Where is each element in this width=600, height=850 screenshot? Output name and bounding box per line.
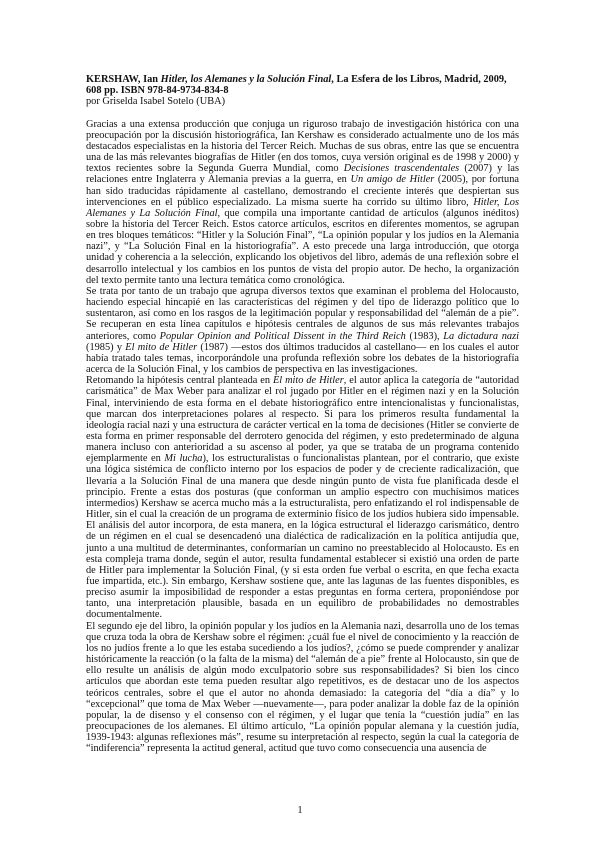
italic-title: El mito de Hitler <box>272 375 344 387</box>
page-number: 1 <box>297 804 303 816</box>
paragraph-text: (1985) y <box>86 341 126 353</box>
review-body <box>86 119 519 755</box>
italic-title: Popular Opinion and Political Dissent in the Third Reich <box>159 330 406 342</box>
paragraph-text: (2007) y las relaciones entre Inglaterra y Alemania previas a la guerra, en <box>86 163 519 186</box>
paragraph-text: Gracias a una extensa producción que conjuga un riguroso trabajo de investigación histórica con una preocupación por la discusión historiográfica, Ian Kershaw es considerado actualmente uno de los más destacados especialistas en la historia del Tercer Reich. Muchas de sus obras, entre las que se encuentra una de las más relevantes biografías de Hitler (en dos tomos, cuya versión original es de 1998 y 2000) y textos recientes sobre la Segunda Guerra Mundial, como <box>86 118 519 175</box>
paragraph-text: (1987) —estos dos últimos traducidos al castellano— en los cuales el autor había tratado tales temas, incorporándole una profunda reflexión sobre los debates de la historiografía acerca de la Solución Final, y los cambios de perspectiva en las investigaciones. <box>86 341 519 376</box>
paragraph-text: El segundo eje del libro, la opinión popular y los judíos en la Alemania nazi, desarrolla uno de los temas que cruza toda la obra de Kershaw sobre el régimen: ¿cuál fue el nivel de conocimiento y la reacción de los no judíos frente a lo que les estaba sucediendo a los judíos?, ¿cómo se puede comprender y analizar históricamente la reacción (o la falta de la misma) del “alemán de a pie” frente al Holocausto, sin que de ello resulte un análisis de algún modo exculpatorio sobre sus responsabilidades? Si bien los cinco artículos que abordan este tema pueden resultar algo repetitivos, es de destacar uno de los aspectos teóricos centrales, sobre el que el autor no ahonda demasiado: la categoría del “día a día” y lo “excepcional” que toma de Max Weber —nuevamente—, para poder analizar la doble faz de la opinión popular, la de disenso y el consenso con el régimen, y el lugar que tenía la “cuestión judía” en las preocupaciones de los alemanes. El último artículo, “La opinión popular alemana y la cuestión judía, 1939-1943: algunas reflexiones más”, resume su interpretación al respecto, según la cual la categoría de “indiferencia” representa la actitud general, actitud que tuvo como consecuencia una ausencia de <box>86 620 519 755</box>
heading-author: KERSHAW, Ian <box>86 74 159 85</box>
italic-title: La dictadura nazi <box>443 330 519 342</box>
paragraph-text: Se trata por tanto de un trabajo que agrupa diversos textos que examinan el problema del Holocausto, haciendo especial hincapié en las características del régimen y del tipo de liderazgo político que lo sustentaron, así como en los rasgos de la legitimación popular y responsabilidad del “alemán de a pie”. Se recuperan en esta línea capítulos e hipótesis centrales de algunos de sus más relevantes trabajos anteriores, como <box>86 285 519 342</box>
review-heading <box>86 74 519 96</box>
paragraph-text: ), los estructuralistas o funcionalistas plantean, por el contrario, que existe una lógica sistémica de conflicto interno por los espacios de poder y de creciente radicalización, que llevaría a la Solución Final de una manera que desde ningún punto de vista fue planificada desde el principio. Frente a estas dos posturas (que conforman un amplio espectro con muchísimos matices intermedios) Kershaw se acerca mucho más a la estructuralista, pero enfatizando el rol indispensable de Hitler, sin el cual la creación de un programa de exterminio físico de los judíos hubiera sido impensable. El análisis del autor incorpora, de esta manera, en la lógica estructural el liderazgo carismático, dentro de un régimen en el cual se desencadenó una dialéctica de radicalización en la política antijudía que, junto a una multitud de determinantes, conformarían un camino no preestablecido al Holocausto. Es en esta compleja trama donde, según el autor, resulta fundamental establecer si existió una orden de parte de Hitler para implementar la Solución Final, (y si esta orden fue verbal o escrita, en que fecha exacta fue impartida, etc.). Sin embargo, Kershaw sostiene que, ante las lagunas de las fuentes disponibles, es preciso asumir la imposibilidad de responder a estas preguntas en forma certera, proponiéndose por tanto, una interpretación plausible, basada en un equilibro de probabilidades no demostrables documentalmente. <box>86 453 519 621</box>
body-paragraph <box>86 375 519 620</box>
body-paragraph <box>86 621 519 755</box>
body-paragraph <box>86 119 519 286</box>
body-paragraph <box>86 286 519 375</box>
paragraph-text: , el autor aplica la categoría de “autoridad carismática” de Max Weber para analizar el rol jugado por Hitler en el régimen nazi y en la Solución Final, interviniendo de esta forma en el debate historiográfico entre intencionalistas y funcionalistas, que marcan dos interpretaciones polares al respecto. Si para los primeros resulta fundamental la ideología racial nazi y una estructura de carácter vertical en la toma de decisiones (Hitler se convierte de esta forma en primer responsable del derrotero genocida del régimen, y esto predeterminado de alguna manera incluso con anterioridad a su ascenso al poder, ya que se trataba de un programa contenido ejemplarmente en <box>86 375 519 465</box>
paragraph-text: Retomando la hipótesis central planteada en <box>86 375 273 387</box>
paragraph-text: (2005), por fortuna han sido traducidas rápidamente al castellano, demostrando el creciente interés que despiertan sus intervenciones en el público especializado. La misma suerte ha corrido su último libro, <box>86 174 519 208</box>
heading-publication: , La Esfera de los Libros, Madrid, 2009, 608 pp. ISBN 978-84-9734-834-8 <box>86 74 507 97</box>
italic-title: Decisiones trascendentales <box>343 163 460 175</box>
heading-book-title: Hitler, los Alemanes y la Solución Final <box>160 74 332 85</box>
italic-title: El mito de Hitler <box>125 341 198 353</box>
paragraph-text: (1983), <box>405 330 444 342</box>
italic-title: Hitler, Los Alemanes y La Solución Final <box>86 196 519 219</box>
review-page <box>86 74 519 755</box>
review-byline: por Griselda Isabel Sotelo (UBA) <box>86 96 226 108</box>
italic-title: Mi lucha <box>164 453 203 465</box>
paragraph-text: , que compila una importante cantidad de artículos (algunos inéditos) sobre la historia del Tercer Reich. Estos catorce artículos, escritos en diferentes momentos, se agrupan en tres bloques temáticos: “Hitler y la Solución Final”, “La opinión popular y los judíos en la Alemania nazi”, y “La Solución Final en la historiografía”. A esto precede una larga introducción, que otorga unidad y coherencia a la selección, explicando los objetivos del libro, además de una reflexión sobre el desarrollo intelectual y los cambios en los puntos de vista del propio autor. De hecho, la organización del texto permite tanto una lectura temática como cronológica. <box>86 207 519 286</box>
italic-title: Un amigo de Hitler <box>350 174 435 186</box>
